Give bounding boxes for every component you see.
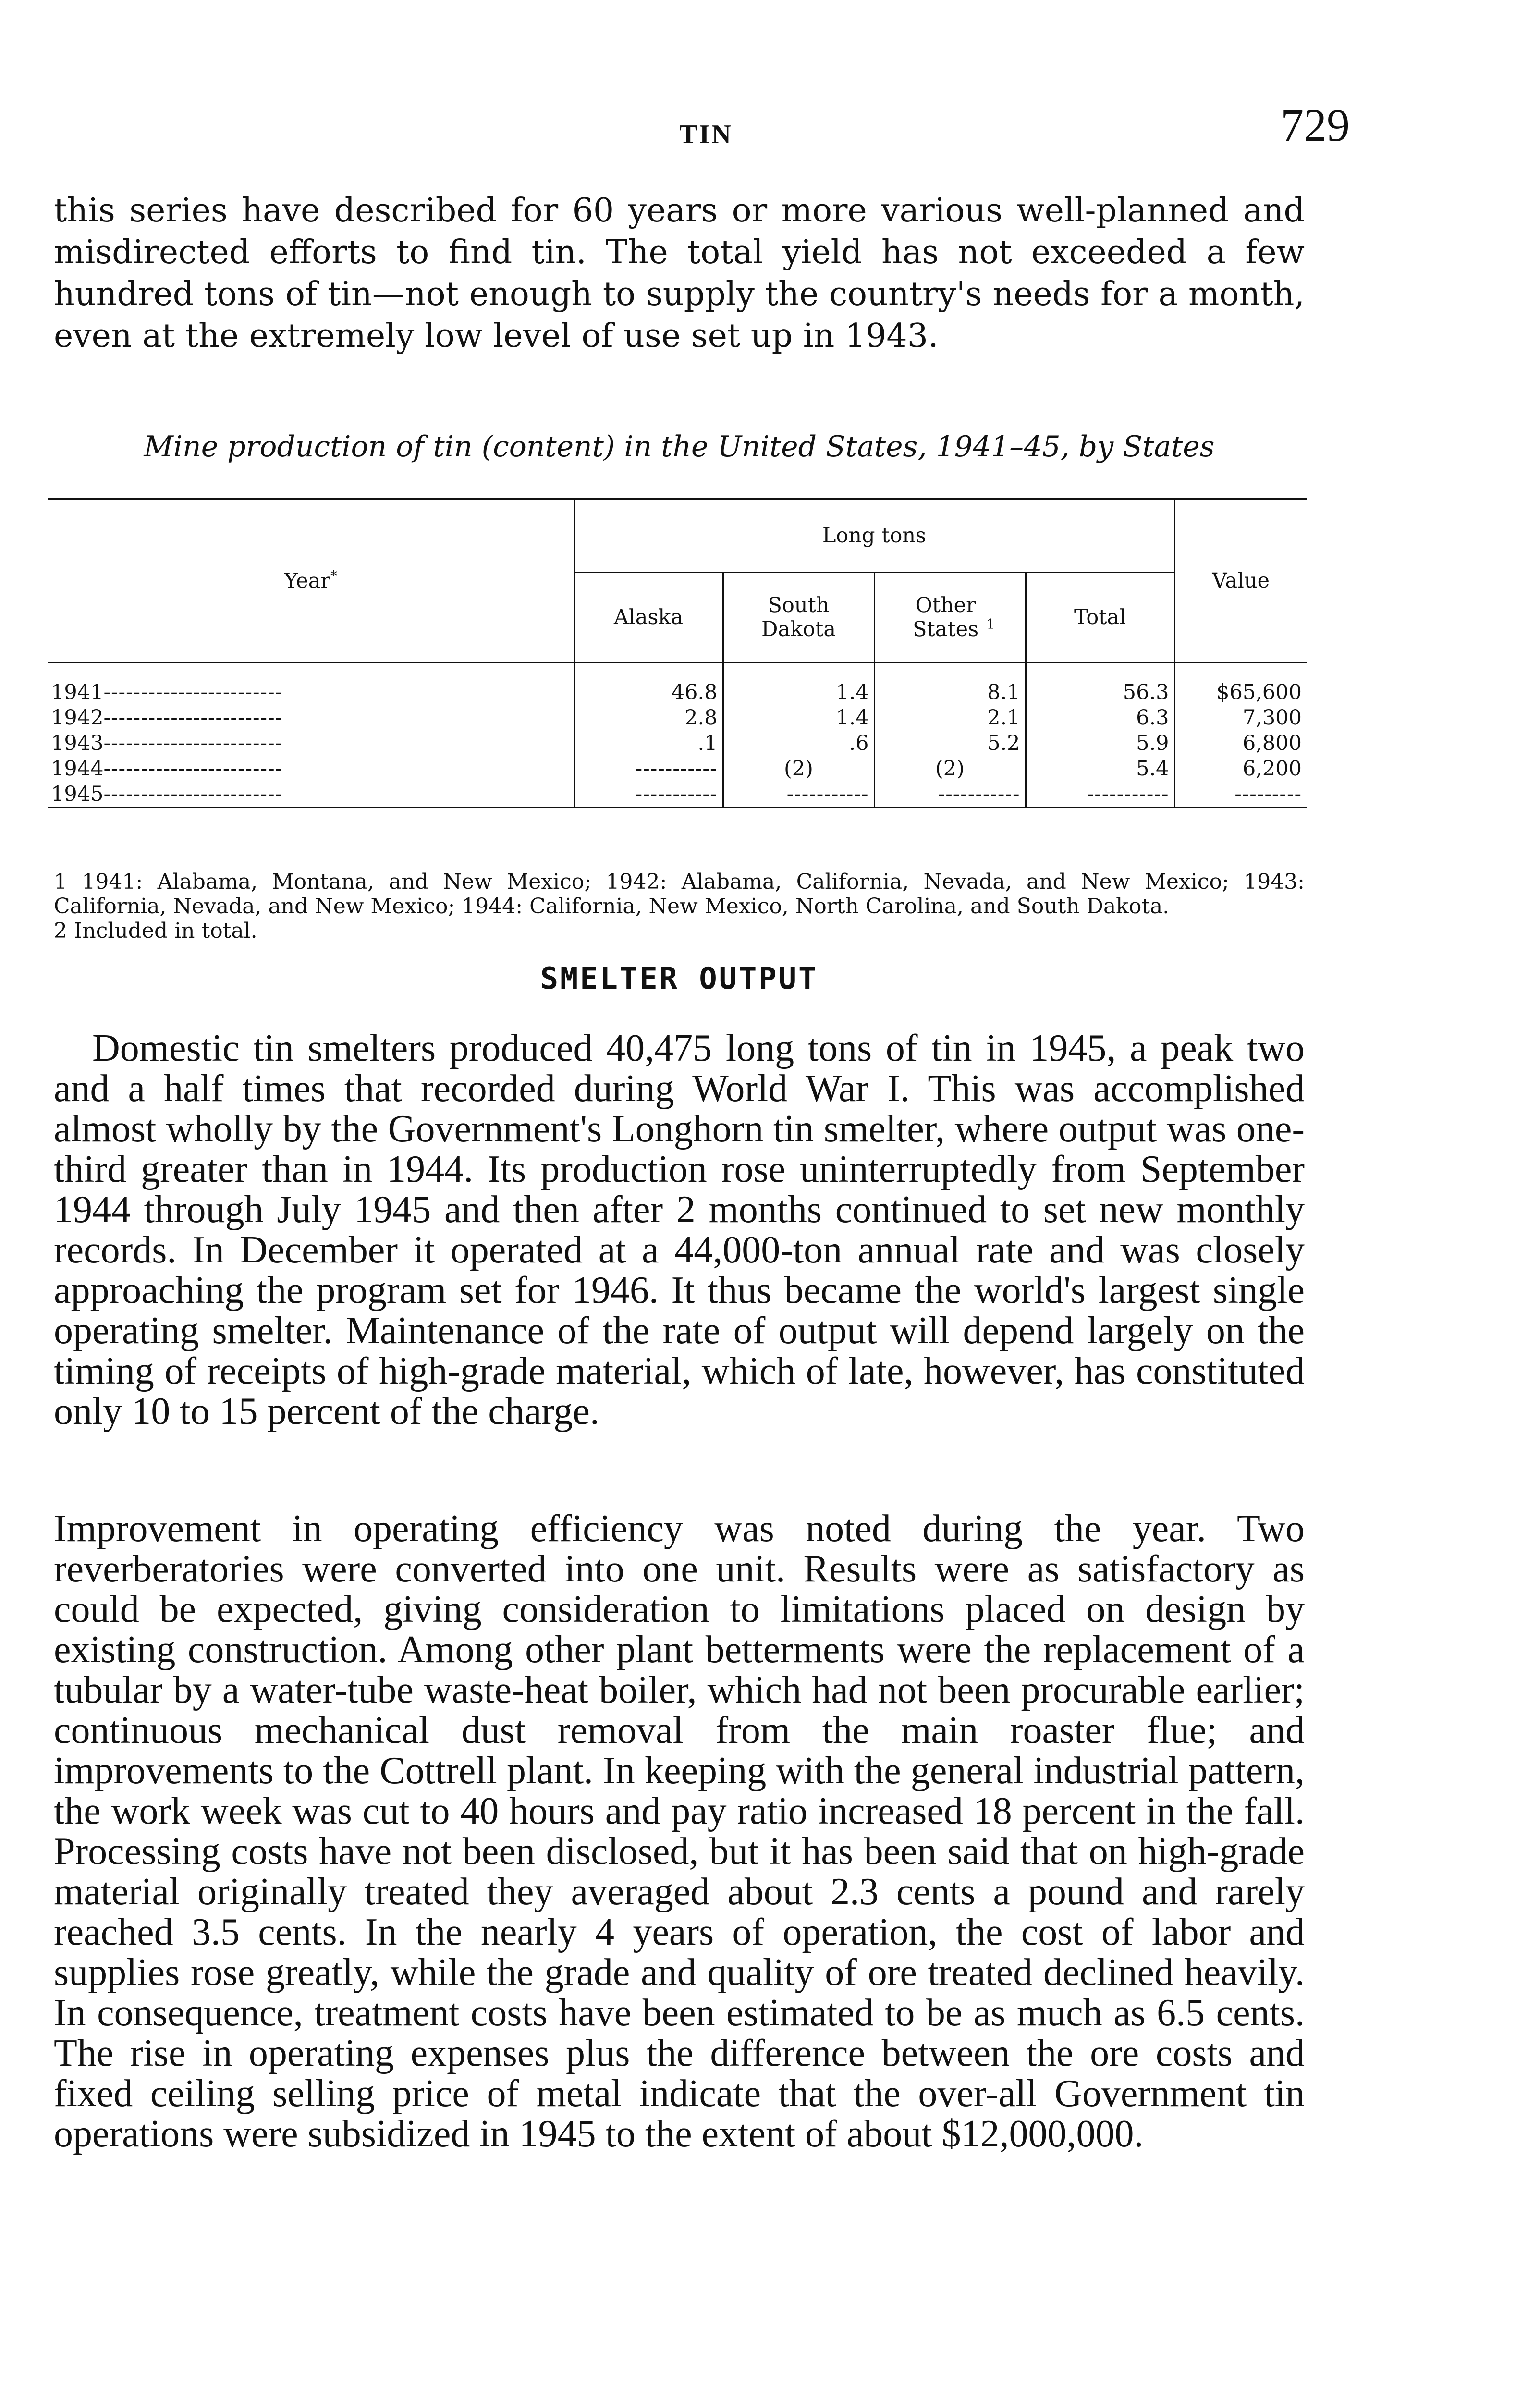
year-cell: 1943 (51, 731, 104, 755)
value-cell: --------- (1174, 781, 1307, 808)
value-cell: $65,600 (1174, 679, 1307, 705)
alaska-cell: .1 (574, 730, 723, 756)
total-cell: ----------- (1026, 781, 1174, 808)
total-cell: 6.3 (1026, 705, 1174, 730)
south-dakota-cell: 1.4 (723, 705, 874, 730)
south-dakota-cell: ----------- (723, 781, 874, 808)
value-cell: 6,200 (1174, 756, 1307, 781)
year-header: Year* (48, 499, 574, 662)
year-cell: 1941 (51, 680, 104, 704)
footnote-1: 1 1941: Alabama, Montana, and New Mexico; 1942: Alabama, California, Nevada, and New Mexico; 1943: California, Nevada, and New Mexico; 1944: California, New Mexico, North Carolina, and South Dakota. (54, 870, 1305, 919)
alaska-header: Alaska (574, 573, 723, 662)
production-table (48, 498, 1307, 808)
total-cell: 5.4 (1026, 756, 1174, 781)
total-cell: 5.9 (1026, 730, 1174, 756)
value-cell: 6,800 (1174, 730, 1307, 756)
footnote-2: 2 Included in total. (54, 919, 257, 943)
section-heading: SMELTER OUTPUT (540, 961, 819, 996)
year-cell: 1945 (51, 782, 104, 806)
other-states-cell: (2) (874, 756, 1026, 781)
table-row: 1945------------------------ ----------- ----------- ----------- ----------- --------- (48, 781, 1307, 808)
alaska-cell: ----------- (574, 756, 723, 781)
other-states-cell: 8.1 (874, 679, 1026, 705)
alaska-cell: 46.8 (574, 679, 723, 705)
running-title: TIN (679, 120, 733, 149)
value-header: Value (1174, 499, 1307, 662)
south-dakota-header: South Dakota (723, 573, 874, 662)
table-row: 1941------------------------ 46.8 1.4 8.1 56.3 $65,600 (48, 679, 1307, 705)
other-states-header: Other States $^1$ (874, 573, 1026, 662)
smelter-paragraph-2: Improvement in operating efficiency was noted during the year. Two reverberatories were converted into one unit. Results were as satisfactory as could be expected, giving consideration to limitations placed on design by existing construction. Among other plant betterments were the replacement of a tubular by a water-tube waste-heat boiler, which had not been procurable earlier; continuous mechanical dust removal from the main roaster flue; and improvements to the Cottrell plant. In keeping with the general industrial pattern, the work week was cut to 40 hours and pay ratio increased 18 percent in the fall. Processing costs have not been disclosed, but it has been said that on high-grade material originally treated they averaged about 2.3 cents a pound and rarely reached 3.5 cents. In the nearly 4 years of operation, the cost of labor and supplies rose greatly, while the grade and quality of ore treated declined heavily. In consequence, treatment costs have been estimated to be as much as 6.5 cents. The rise in operating expenses plus the difference between the ore costs and fixed ceiling selling price of metal indicate that the over-all Government tin operations were subsidized in 1945 to the extent of about $12,000,000. (54, 1507, 1305, 2155)
total-cell: 56.3 (1026, 679, 1174, 705)
alaska-cell: ----------- (574, 781, 723, 808)
long-tons-header: Long tons (574, 499, 1174, 573)
south-dakota-cell: .6 (723, 730, 874, 756)
table-row: 1943------------------------ .1 .6 5.2 5.9 6,800 (48, 730, 1307, 756)
page-number: 729 (1281, 99, 1350, 151)
year-cell: 1942 (51, 705, 104, 730)
value-cell: 7,300 (1174, 705, 1307, 730)
table-row: 1944------------------------ ----------- (2) (2) 5.4 6,200 (48, 756, 1307, 781)
table-footnotes (54, 870, 1305, 943)
south-dakota-cell: 1.4 (723, 679, 874, 705)
alaska-cell: 2.8 (574, 705, 723, 730)
smelter-paragraph-1: Domestic tin smelters produced 40,475 long tons of tin in 1945, a peak two and a half times that recorded during World War I. This was accomplished almost wholly by the Government's Longhorn tin smelter, where output was one-third greater than in 1944. Its production rose uninterruptedly from September 1944 through July 1945 and then after 2 months continued to set new monthly records. In December it operated at a 44,000-ton annual rate and was closely approaching the program set for 1946. It thus became the world's largest single operating smelter. Maintenance of the rate of output will depend largely on the timing of receipts of high-grade material, which of late, however, has constituted only 10 to 15 percent of the charge. (54, 1027, 1305, 1433)
other-states-cell: 5.2 (874, 730, 1026, 756)
intro-paragraph: this series have described for 60 years or more various well-planned and misdirected efforts to find tin. The total yield has not exceeded a few hundred tons of tin—not enough to supply the country's needs for a month, even at the extremely low level of use set up in 1943. (54, 192, 1305, 355)
other-states-cell: ----------- (874, 781, 1026, 808)
year-cell: 1944 (51, 756, 104, 781)
south-dakota-cell: (2) (723, 756, 874, 781)
total-header: Total (1026, 573, 1174, 662)
table-row: 1942------------------------ 2.8 1.4 2.1 6.3 7,300 (48, 705, 1307, 730)
other-states-cell: 2.1 (874, 705, 1026, 730)
table-caption: Mine production of tin (content) in the United States, 1941–45, by States (144, 430, 1215, 464)
